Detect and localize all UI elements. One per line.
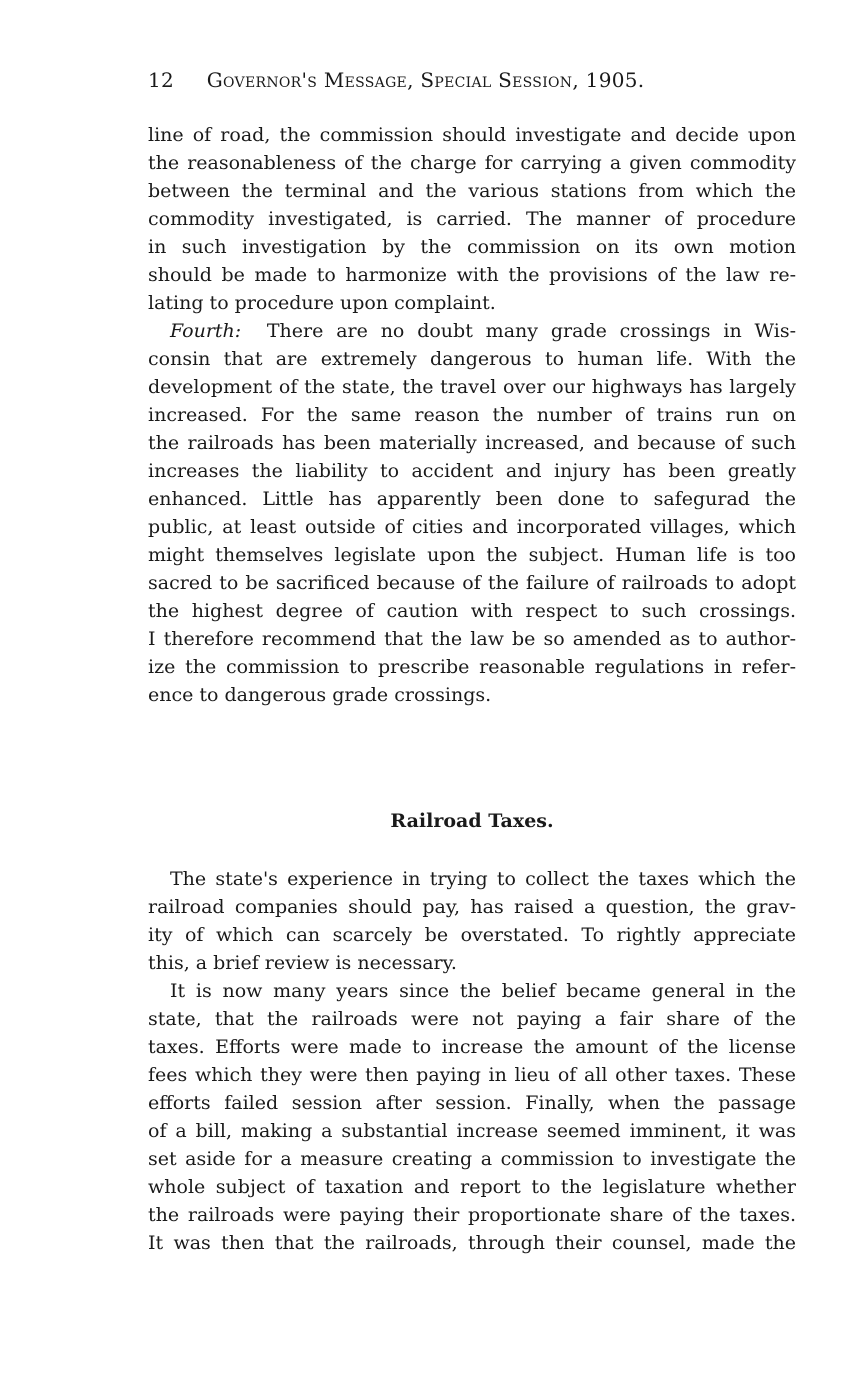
text-line: enhanced. Little has apparently been done to safegurad the — [148, 488, 796, 510]
text-line: the reasonableness of the charge for carrying a given commodity — [148, 152, 796, 174]
text-line: increases the liability to accident and injury has been greatly — [148, 460, 796, 482]
paragraph-taxes-intro — [148, 865, 796, 977]
text-line: ence to dangerous grade crossings. — [148, 684, 492, 706]
first-line-text: There are no doubt many grade crossings in Wis- — [266, 320, 796, 342]
text-line: railroad companies should pay, has raised a question, the grav- — [148, 896, 796, 918]
text-line: efforts failed session after session. Finally, when the passage — [148, 1092, 796, 1114]
text-line: the railroads were paying their proportionate share of the taxes. — [148, 1204, 796, 1226]
text-line — [148, 317, 796, 345]
paragraph-grade-crossings — [148, 317, 796, 709]
text-line: It was then that the railroads, through their counsel, made the — [148, 1232, 796, 1254]
text-line: consin that are extremely dangerous to human life. With the — [148, 348, 796, 370]
text-line: taxes. Efforts were made to increase the amount of the license — [148, 1036, 796, 1058]
text-line: whole subject of taxation and report to the legislature whether — [148, 1176, 796, 1198]
text-line: of a bill, making a substantial increase seemed imminent, it was — [148, 1120, 796, 1142]
paragraph-lead: Fourth: — [170, 320, 242, 342]
text-line: the railroads has been materially increased, and because of such — [148, 432, 796, 454]
text-line: line of road, the commission should investigate and decide upon — [148, 124, 796, 146]
text-line: sacred to be sacrificed because of the failure of railroads to adopt — [148, 572, 796, 594]
text-line: increased. For the same reason the number of trains run on — [148, 404, 796, 426]
text-line: It is now many years since the belief became general in the — [170, 980, 796, 1002]
text-line: the highest degree of caution with respect to such crossings. — [148, 600, 796, 622]
text-line: ity of which can scarcely be overstated. To rightly appreciate — [148, 924, 796, 946]
running-title: Governor's Message, Special Session, 1905. — [206, 68, 645, 92]
text-line: state, that the railroads were not paying a fair share of the — [148, 1008, 796, 1030]
text-line: I therefore recommend that the law be so amended as to author- — [148, 628, 796, 650]
text-line: this, a brief review is necessary. — [148, 952, 457, 974]
text-line: ize the commission to prescribe reasonable regulations in refer- — [148, 656, 796, 678]
text-line: lating to procedure upon complaint. — [148, 292, 496, 314]
paragraph-taxes-history — [148, 977, 796, 1257]
running-header — [148, 68, 788, 92]
text-line: between the terminal and the various stations from which the — [148, 180, 796, 202]
text-line: The state's experience in trying to collect the taxes which the — [170, 868, 796, 890]
text-line: should be made to harmonize with the provisions of the law re- — [148, 264, 796, 286]
page-number: 12 — [148, 68, 175, 92]
paragraph-procedure — [148, 121, 796, 317]
text-line: set aside for a measure creating a commission to investigate the — [148, 1148, 796, 1170]
section-heading: Railroad Taxes. — [390, 810, 554, 832]
text-line: development of the state, the travel over our highways has largely — [148, 376, 796, 398]
text-line: public, at least outside of cities and incorporated villages, which — [148, 516, 796, 538]
text-line: in such investigation by the commission on its own motion — [148, 236, 796, 258]
text-line: commodity investigated, is carried. The manner of procedure — [148, 208, 796, 230]
text-line: might themselves legislate upon the subject. Human life is too — [148, 544, 796, 566]
text-line: fees which they were then paying in lieu of all other taxes. These — [148, 1064, 796, 1086]
